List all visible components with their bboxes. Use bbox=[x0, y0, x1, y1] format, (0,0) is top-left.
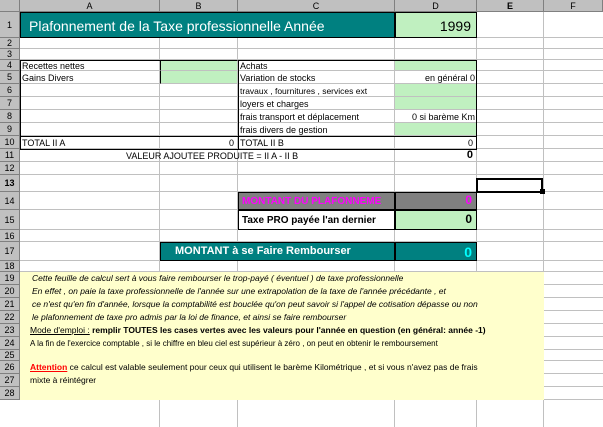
va-value: 0 bbox=[466, 149, 473, 161]
taxe-cell[interactable] bbox=[238, 210, 395, 230]
total-b-value: 0 bbox=[467, 138, 473, 148]
input-gains[interactable] bbox=[160, 71, 238, 84]
column-header-a[interactable]: A bbox=[20, 0, 160, 12]
year-cell[interactable] bbox=[395, 12, 477, 38]
label-transport: frais transport et déplacement bbox=[240, 112, 360, 122]
note-line-19: Cette feuille de calcul sert à vous faire rembourser le trop-payé ( éventuel ) de taxe professionnelle bbox=[32, 273, 404, 283]
note-line-27: mixte à réintégrer bbox=[30, 375, 97, 385]
row-header[interactable]: 7 bbox=[0, 97, 20, 110]
row-header[interactable]: 8 bbox=[0, 110, 20, 123]
row-header[interactable]: 1 bbox=[0, 12, 20, 38]
taxe-value: 0 bbox=[465, 212, 472, 226]
row-header[interactable]: 2 bbox=[0, 38, 20, 49]
column-header-d[interactable]: D bbox=[395, 0, 477, 12]
mode-emploi-label: Mode d'emploi : bbox=[30, 325, 90, 335]
note-line-22: le plafonnement de taxe pro admis par la loi de finance, et ainsi se faire rembourser bbox=[32, 312, 347, 322]
note-line-24 bbox=[30, 338, 438, 349]
input-loyers[interactable] bbox=[395, 97, 477, 110]
label-gains: Gains Divers bbox=[22, 73, 74, 83]
mode-emploi-text: remplir TOUTES les cases vertes avec les valeurs pour l'année en question (en général: année -1) bbox=[92, 325, 486, 335]
row-header[interactable]: 13 bbox=[0, 175, 20, 192]
note-line-23 bbox=[30, 325, 486, 336]
label-plafond: MONTANT DU PLAFONNEME bbox=[242, 196, 382, 207]
label-divers: frais divers de gestion bbox=[240, 125, 328, 135]
column-header-f[interactable]: F bbox=[544, 0, 603, 12]
note-line-20: En effet , on paie la taxe professionnelle de l'année sur une extrapolation de la taxe de l'année précédante , et bbox=[32, 286, 446, 296]
row-header[interactable]: 21 bbox=[0, 298, 20, 311]
row-header[interactable]: 9 bbox=[0, 123, 20, 136]
row-header[interactable]: 28 bbox=[0, 387, 20, 400]
label-loyers: loyers et charges bbox=[240, 99, 309, 109]
plafond-value-cell[interactable] bbox=[395, 192, 477, 210]
row-header[interactable]: 20 bbox=[0, 285, 20, 298]
rembourse-value: 0 bbox=[464, 244, 472, 260]
row-header[interactable]: 26 bbox=[0, 361, 20, 374]
label-taxe: Taxe PRO payée l'an dernier bbox=[242, 215, 376, 226]
row-header[interactable]: 25 bbox=[0, 350, 20, 361]
row-header[interactable]: 23 bbox=[0, 324, 20, 337]
row-header[interactable]: 27 bbox=[0, 374, 20, 387]
row-header[interactable]: 15 bbox=[0, 210, 20, 230]
row-header[interactable]: 24 bbox=[0, 337, 20, 350]
row-header[interactable]: 4 bbox=[0, 60, 20, 71]
label-achats: Achats bbox=[240, 61, 268, 71]
title-cell[interactable] bbox=[20, 12, 395, 38]
row-header[interactable]: 11 bbox=[0, 149, 20, 162]
input-recettes[interactable] bbox=[160, 60, 238, 71]
label-travaux: travaux , fournitures , services ext bbox=[240, 86, 368, 96]
label-va: VALEUR AJOUTEE PRODUITE = II A - II B bbox=[126, 151, 299, 161]
label-recettes: Recettes nettes bbox=[22, 61, 85, 71]
rembourse-value-cell[interactable] bbox=[395, 242, 477, 261]
attention-label: Attention bbox=[30, 362, 68, 372]
label-total-a: TOTAL II A bbox=[22, 138, 66, 148]
select-all-corner[interactable] bbox=[0, 0, 20, 12]
input-achats[interactable] bbox=[395, 60, 477, 71]
column-header-e[interactable]: E bbox=[477, 0, 544, 12]
input-travaux[interactable] bbox=[395, 84, 477, 97]
transport-note: 0 si barème Km bbox=[411, 112, 475, 122]
row-header[interactable]: 5 bbox=[0, 71, 20, 84]
note-line-21: ce n'est qu'en fin d'année, lorsque la comptabilité est bouclée qu'on peut savoir si l'appel de cotisation dépasse ou non bbox=[32, 299, 478, 309]
row-header[interactable]: 6 bbox=[0, 84, 20, 97]
attention-text: ce calcul est valable seulement pour ceux qui utilisent le barème Kilométrique , et si vous n'avez pas de frais bbox=[67, 362, 478, 372]
row-header[interactable]: 16 bbox=[0, 230, 20, 242]
row-header[interactable]: 22 bbox=[0, 311, 20, 324]
plafond-cell[interactable] bbox=[238, 192, 395, 210]
row-header[interactable]: 17 bbox=[0, 242, 20, 261]
stocks-note: en général 0 bbox=[424, 73, 475, 83]
column-header-c[interactable]: C bbox=[238, 0, 395, 12]
row-header[interactable]: 14 bbox=[0, 192, 20, 210]
input-taxe[interactable] bbox=[395, 210, 477, 230]
sheet-title: Plafonnement de la Taxe professionnelle Année bbox=[29, 18, 325, 34]
total-a-value: 0 bbox=[228, 138, 234, 148]
label-stocks: Variation de stocks bbox=[240, 73, 316, 83]
rembourse-cell[interactable] bbox=[160, 242, 395, 261]
label-total-b: TOTAL II B bbox=[240, 138, 284, 148]
label-rembourse: MONTANT à se Faire Rembourser bbox=[175, 245, 351, 257]
row-header[interactable]: 18 bbox=[0, 261, 20, 272]
row-header[interactable]: 12 bbox=[0, 162, 20, 175]
row-header[interactable]: 10 bbox=[0, 136, 20, 149]
note-24-text: A la fin de l'exercice comptable , si le chiffre en bleu ciel est supérieur à zéro , on peut en obtenir le remboursement bbox=[30, 339, 438, 348]
plafond-value: 0 bbox=[465, 193, 472, 207]
note-line-26 bbox=[30, 362, 478, 373]
input-divers[interactable] bbox=[395, 123, 477, 136]
year-value: 1999 bbox=[439, 18, 471, 34]
row-header[interactable]: 19 bbox=[0, 272, 20, 285]
row-header[interactable]: 3 bbox=[0, 49, 20, 60]
column-header-b[interactable]: B bbox=[160, 0, 238, 12]
active-cell-e13[interactable] bbox=[476, 178, 543, 193]
